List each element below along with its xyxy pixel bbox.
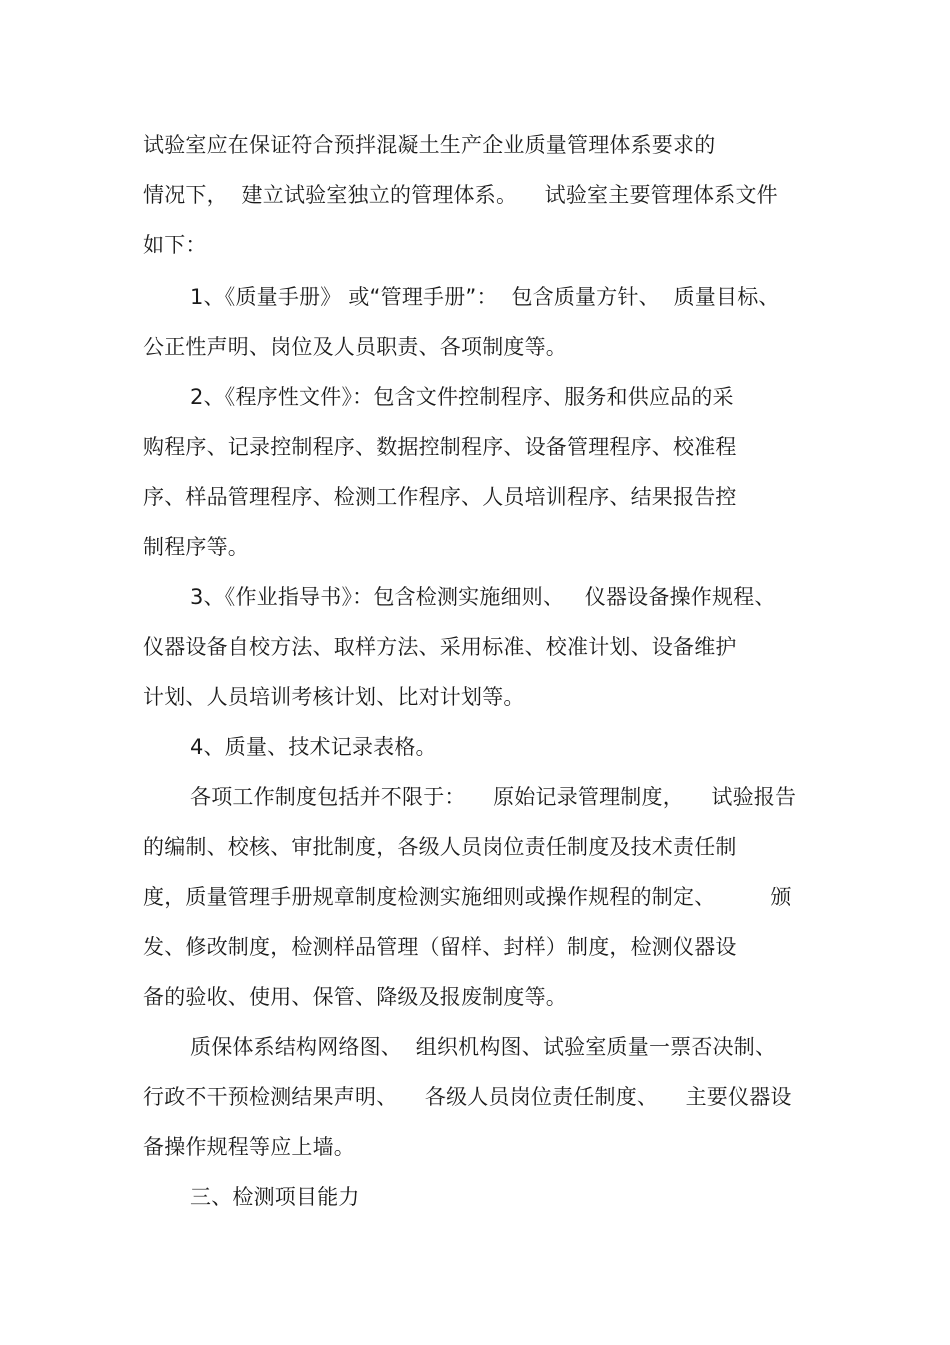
list-item-3-line: 计划、人员培训考核计划、比对计划等。 (143, 685, 525, 709)
paragraph-line: 如下： (143, 233, 207, 257)
paragraph-line: 行政不干预检测结果声明、 各级人员岗位责任制度、 主要仪器设 (143, 1085, 792, 1109)
paragraph-line: 发、修改制度，检测样品管理（留样、封样）制度，检测仪器设 (143, 935, 737, 959)
paragraph-line: 备的验收、使用、保管、降级及报废制度等。 (143, 985, 567, 1009)
section-heading: 三、检测项目能力 (190, 1185, 360, 1209)
list-item-2-line: 序、样品管理程序、检测工作程序、人员培训程序、结果报告控 (143, 485, 737, 509)
paragraph-line: 备操作规程等应上墙。 (143, 1135, 355, 1159)
list-item-3-line: 3、《作业指导书》：包含检测实施细则、 仪器设备操作规程、 (190, 585, 776, 609)
list-item-1-line: 公正性声明、岗位及人员职责、各项制度等。 (143, 335, 567, 359)
paragraph-line: 度，质量管理手册规章制度检测实施细则或操作规程的制定、 颁 (143, 885, 792, 909)
list-item-4-line: 4、质量、技术记录表格。 (190, 735, 437, 759)
paragraph-line: 试验室应在保证符合预拌混凝土生产企业质量管理体系要求的 (143, 133, 716, 157)
list-item-2-line: 购程序、记录控制程序、数据控制程序、设备管理程序、校准程 (143, 435, 737, 459)
paragraph-line: 质保体系结构网络图、 组织机构图、试验室质量一票否决制、 (190, 1035, 777, 1059)
list-item-3-line: 仪器设备自校方法、取样方法、采用标准、校准计划、设备维护 (143, 635, 737, 659)
list-item-2-line: 2、《程序性文件》：包含文件控制程序、服务和供应品的采 (190, 385, 734, 409)
list-item-1-line: 1、《质量手册》 或“管理手册”： 包含质量方针、 质量目标、 (190, 285, 780, 309)
paragraph-line: 的编制、校核、审批制度，各级人员岗位责任制度及技术责任制 (143, 835, 737, 859)
list-item-2-line: 制程序等。 (143, 535, 249, 559)
paragraph-line: 情况下， 建立试验室独立的管理体系。 试验室主要管理体系文件 (143, 183, 778, 207)
paragraph-line: 各项工作制度包括并不限于： 原始记录管理制度， 试验报告 (190, 785, 797, 809)
